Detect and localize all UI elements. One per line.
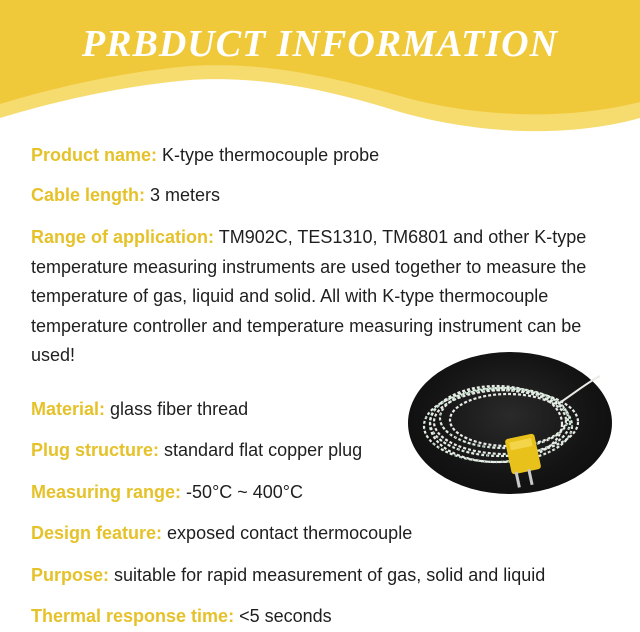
info-row-design-feature [31,519,591,549]
info-row-product-name [31,141,591,171]
page-title: PRBDUCT INFORMATION [81,23,559,65]
label-plug-structure: Plug structure: [31,440,160,460]
info-row-thermal-response-time [31,602,591,632]
value-purpose: suitable for rapid measurement of gas, solid and liquid [114,565,546,585]
label-measuring-range: Measuring range: [31,482,182,502]
value-product-name: K-type thermocouple probe [162,145,380,165]
value-range-of-application: TM902C, TES1310, TM6801 and other K-type temperature measuring instruments are used together to measure the temperature of gas, liquid and solid. All with K-type thermocouple temperature controller and temperature measuring instrument can be used! [31,227,587,365]
label-cable-length: Cable length: [31,185,146,205]
value-thermal-response-time: <5 seconds [239,606,332,626]
label-design-feature: Design feature: [31,523,163,543]
info-row-range-of-application [31,223,591,371]
header-banner [0,0,640,140]
info-row-plug-structure [31,436,591,466]
label-product-name: Product name: [31,145,158,165]
value-design-feature: exposed contact thermocouple [167,523,413,543]
info-row-purpose [31,561,611,591]
label-range-of-application: Range of application: [31,227,215,247]
header-wave-background [0,0,640,140]
value-material: glass fiber thread [110,399,249,419]
value-measuring-range: -50°C ~ 400°C [186,482,304,502]
value-cable-length: 3 meters [150,185,221,205]
info-row-material [31,395,591,425]
label-purpose: Purpose: [31,565,110,585]
info-row-measuring-range [31,478,591,508]
label-material: Material: [31,399,106,419]
label-thermal-response-time: Thermal response time: [31,606,235,626]
value-plug-structure: standard flat copper plug [164,440,363,460]
info-row-cable-length [31,181,591,211]
